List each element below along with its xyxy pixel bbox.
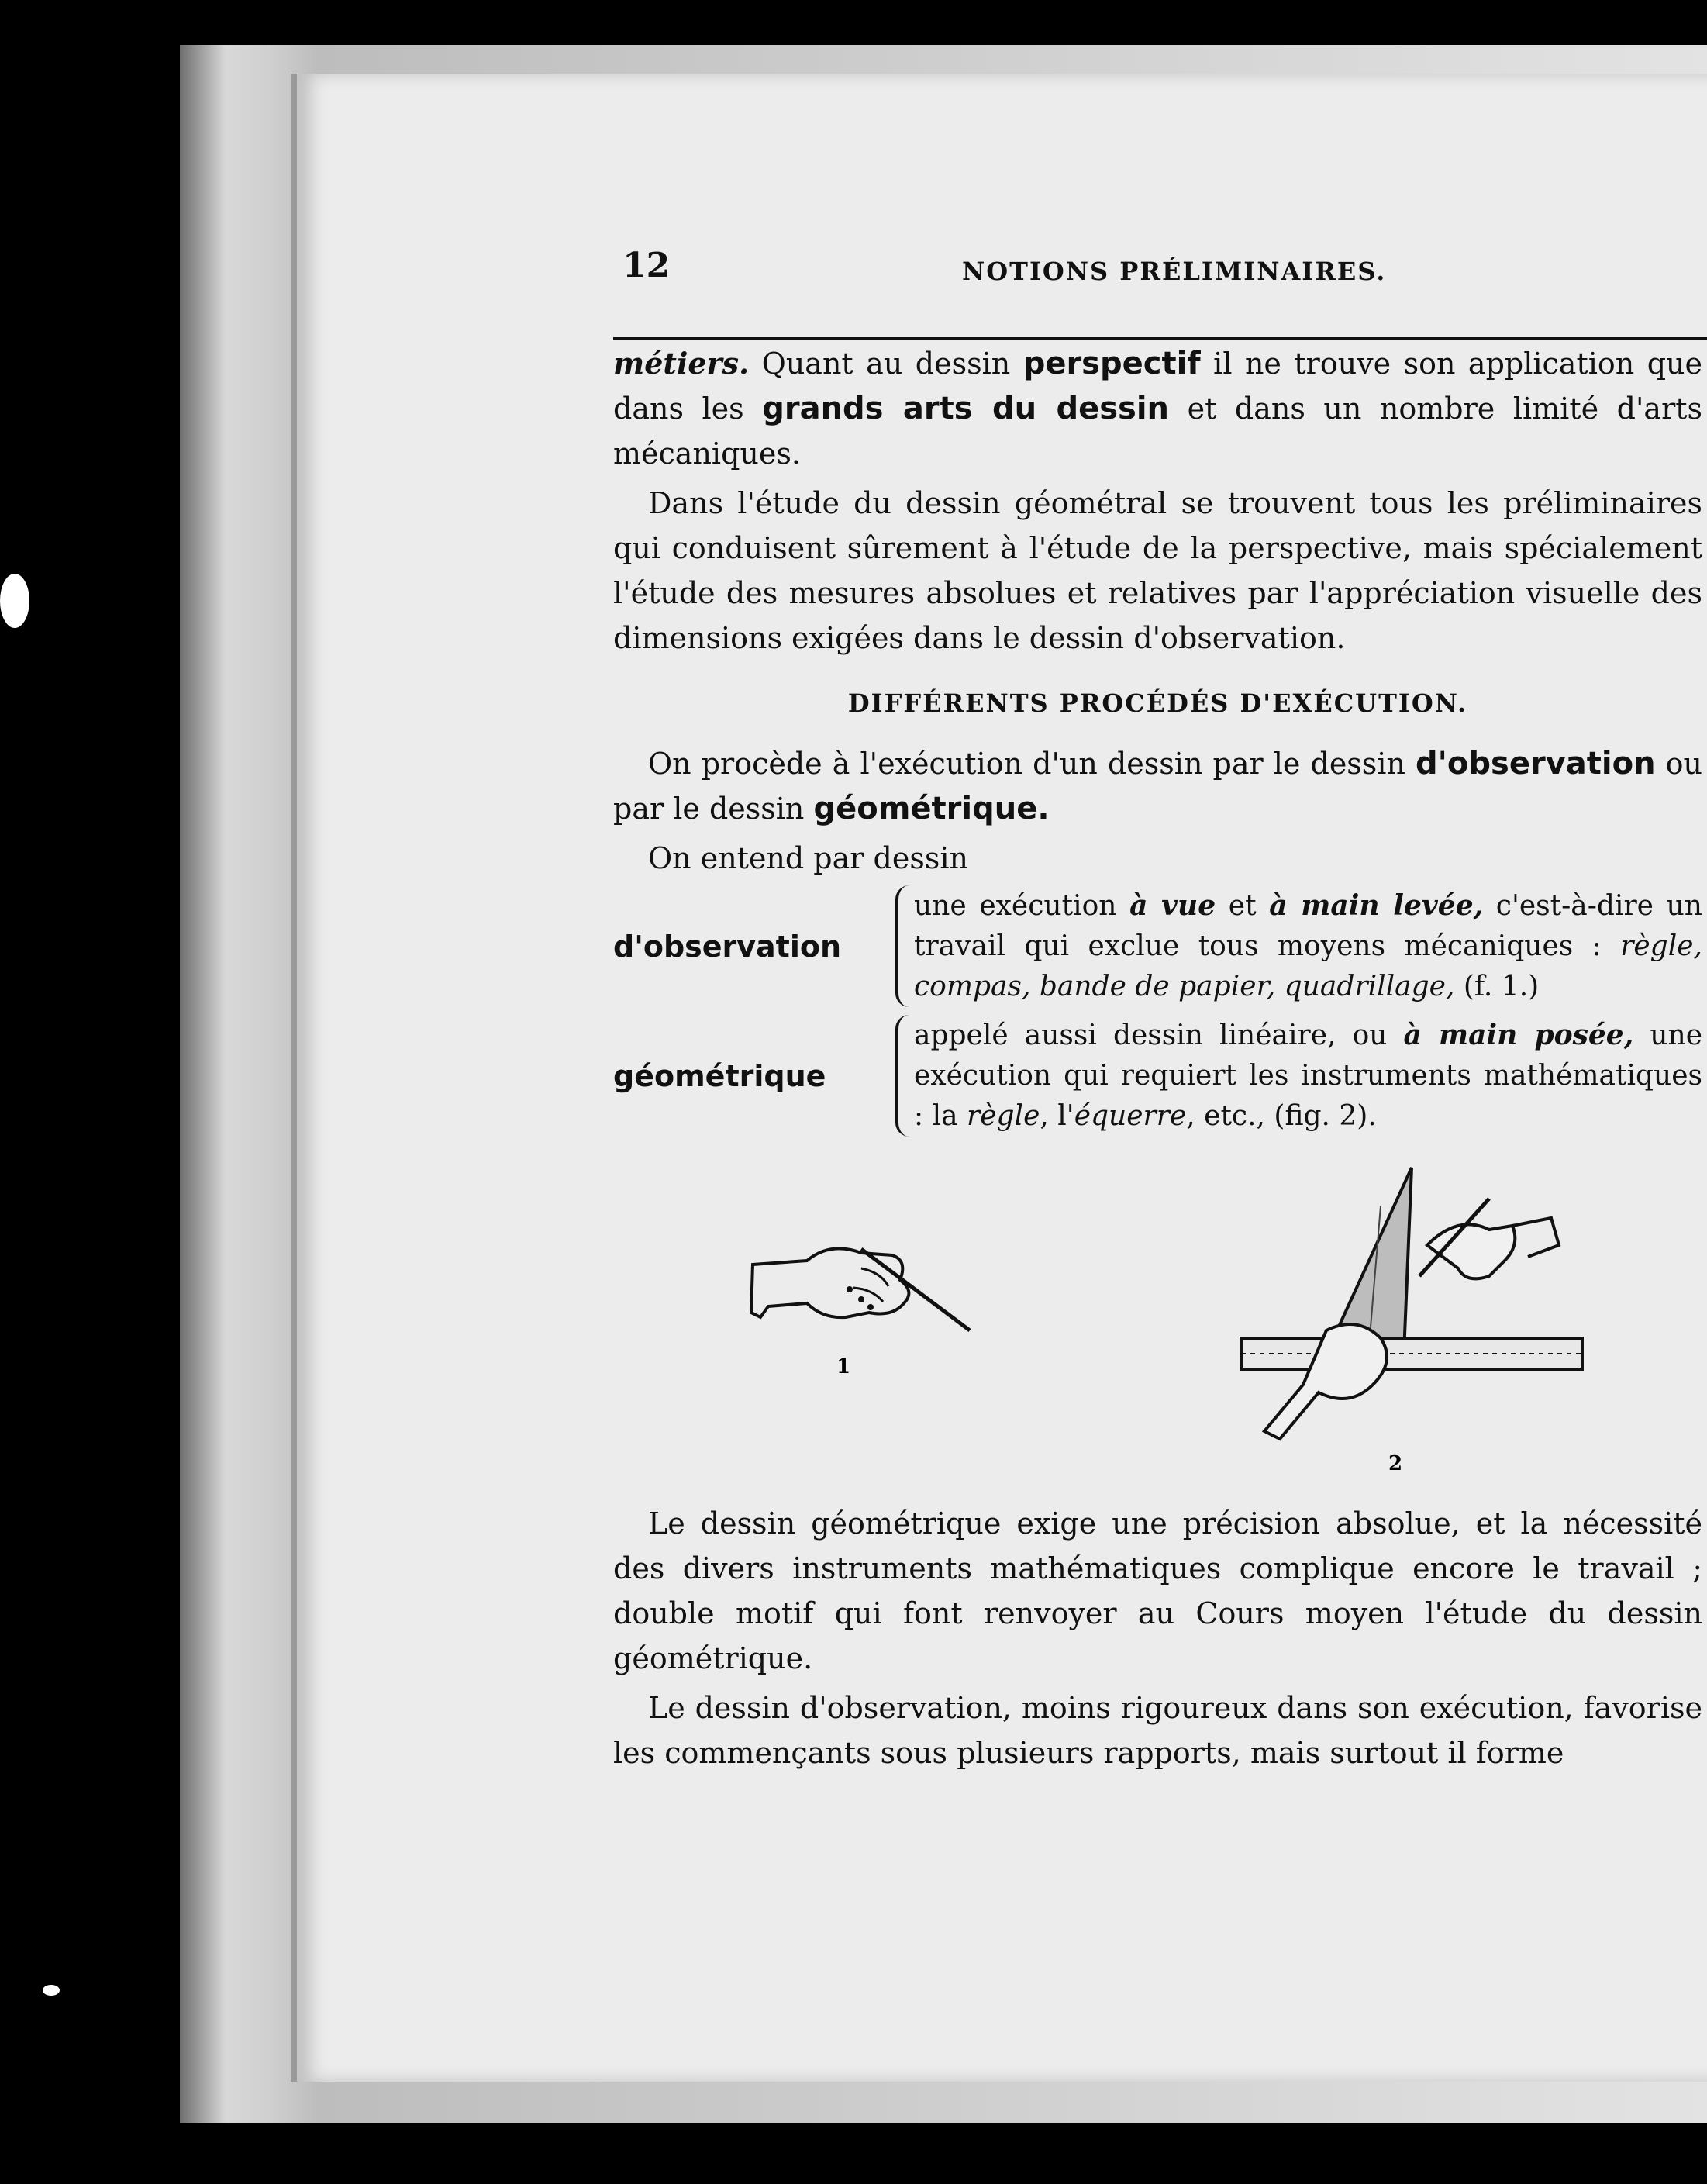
emphasis-a-vue: à vue	[1129, 889, 1216, 922]
emphasis-perspectif: perspectif	[1022, 346, 1201, 381]
figure-label: 2	[1388, 1452, 1403, 1475]
emphasis-observation: d'observation	[1416, 746, 1656, 781]
running-title: NOTIONS PRÉLIMINAIRES.	[962, 257, 1387, 286]
paragraph-1	[613, 341, 1702, 476]
paragraph-4: On entend par dessin	[648, 841, 968, 875]
hand-drawing-freehand-figure	[745, 1226, 993, 1381]
text-run: On procède à l'exécution d'un dessin par le dessin	[648, 747, 1416, 781]
paragraph-6: Le dessin d'observation, moins rigoureux dans son exécution, favorise les commençants sous plusieurs rapports, mais surtout il forme	[613, 1691, 1702, 1770]
italic-equerre: équerre	[1074, 1100, 1187, 1132]
text-run: c'est-à-dire un travail qui exclue tous moyens mécaniques :	[914, 890, 1702, 962]
text-run: une exécution qui requiert les instruments mathématiques : la	[914, 1020, 1703, 1132]
definition-term: géométrique	[613, 1058, 826, 1093]
paragraph-3	[613, 741, 1702, 831]
italic-instruments: règle, compas, bande de papier, quadrillage,	[914, 930, 1702, 1002]
text-run: et dans un nombre limité d'arts mécaniques.	[613, 392, 1703, 471]
page-content	[613, 74, 1707, 2082]
text-run: il ne trouve son application que dans les	[613, 347, 1702, 426]
section-title: DIFFÉRENTS PROCÉDÉS D'EXÉCUTION.	[847, 688, 1468, 718]
definition-observation	[613, 885, 1702, 1007]
emphasis-geometrique: géométrique.	[813, 791, 1050, 826]
definition-body	[895, 885, 1702, 1007]
header-rule	[613, 337, 1707, 340]
body-text	[613, 341, 1702, 1780]
text-run: ou par le dessin	[613, 747, 1702, 826]
definition-geometrique	[613, 1015, 1702, 1137]
text-run: , etc., (fig. 2).	[1186, 1100, 1377, 1132]
text-run: Quant au dessin	[749, 347, 1023, 381]
definition-term: d'observation	[613, 929, 842, 964]
emphasis-main-levee: à main levée,	[1269, 889, 1484, 922]
paragraph-5: Le dessin géométrique exige une précision absolue, et la nécessité des divers instruments mathématiques complique encore le travail ; double motif qui font renvoyer au Cours moyen l'étude du dessin géométrique.	[613, 1506, 1702, 1675]
text-run: , l'	[1040, 1100, 1074, 1132]
emphasis-main-posee: à main posée,	[1403, 1019, 1634, 1051]
paragraph-2: Dans l'étude du dessin géométral se trouvent tous les préliminaires qui conduisent sûrement à l'étude de la perspective, mais spécialement l'étude des mesures absolues et relatives par l'appréciation visuelle des dimensions exigées dans le dessin d'observation.	[613, 486, 1702, 655]
emphasis-metiers: métiers.	[613, 346, 750, 381]
figures	[613, 1152, 1702, 1493]
text-run: et	[1216, 890, 1270, 922]
scan-speck	[0, 574, 29, 628]
book-page	[291, 74, 1707, 2082]
running-head	[613, 246, 1707, 292]
ruler-and-square-figure	[1233, 1160, 1590, 1478]
figure-label: 1	[836, 1355, 851, 1378]
page-number: 12	[622, 246, 671, 285]
definitions	[613, 885, 1702, 1137]
text-run: une exécution	[914, 890, 1130, 922]
text-run: (f. 1.)	[1454, 971, 1540, 1002]
italic-regle: règle	[967, 1100, 1040, 1132]
text-run: appelé aussi dessin linéaire, ou	[914, 1020, 1404, 1051]
definition-body	[895, 1015, 1702, 1137]
scan-speck	[43, 1985, 60, 1996]
emphasis-grands-arts: grands arts du dessin	[762, 391, 1170, 426]
